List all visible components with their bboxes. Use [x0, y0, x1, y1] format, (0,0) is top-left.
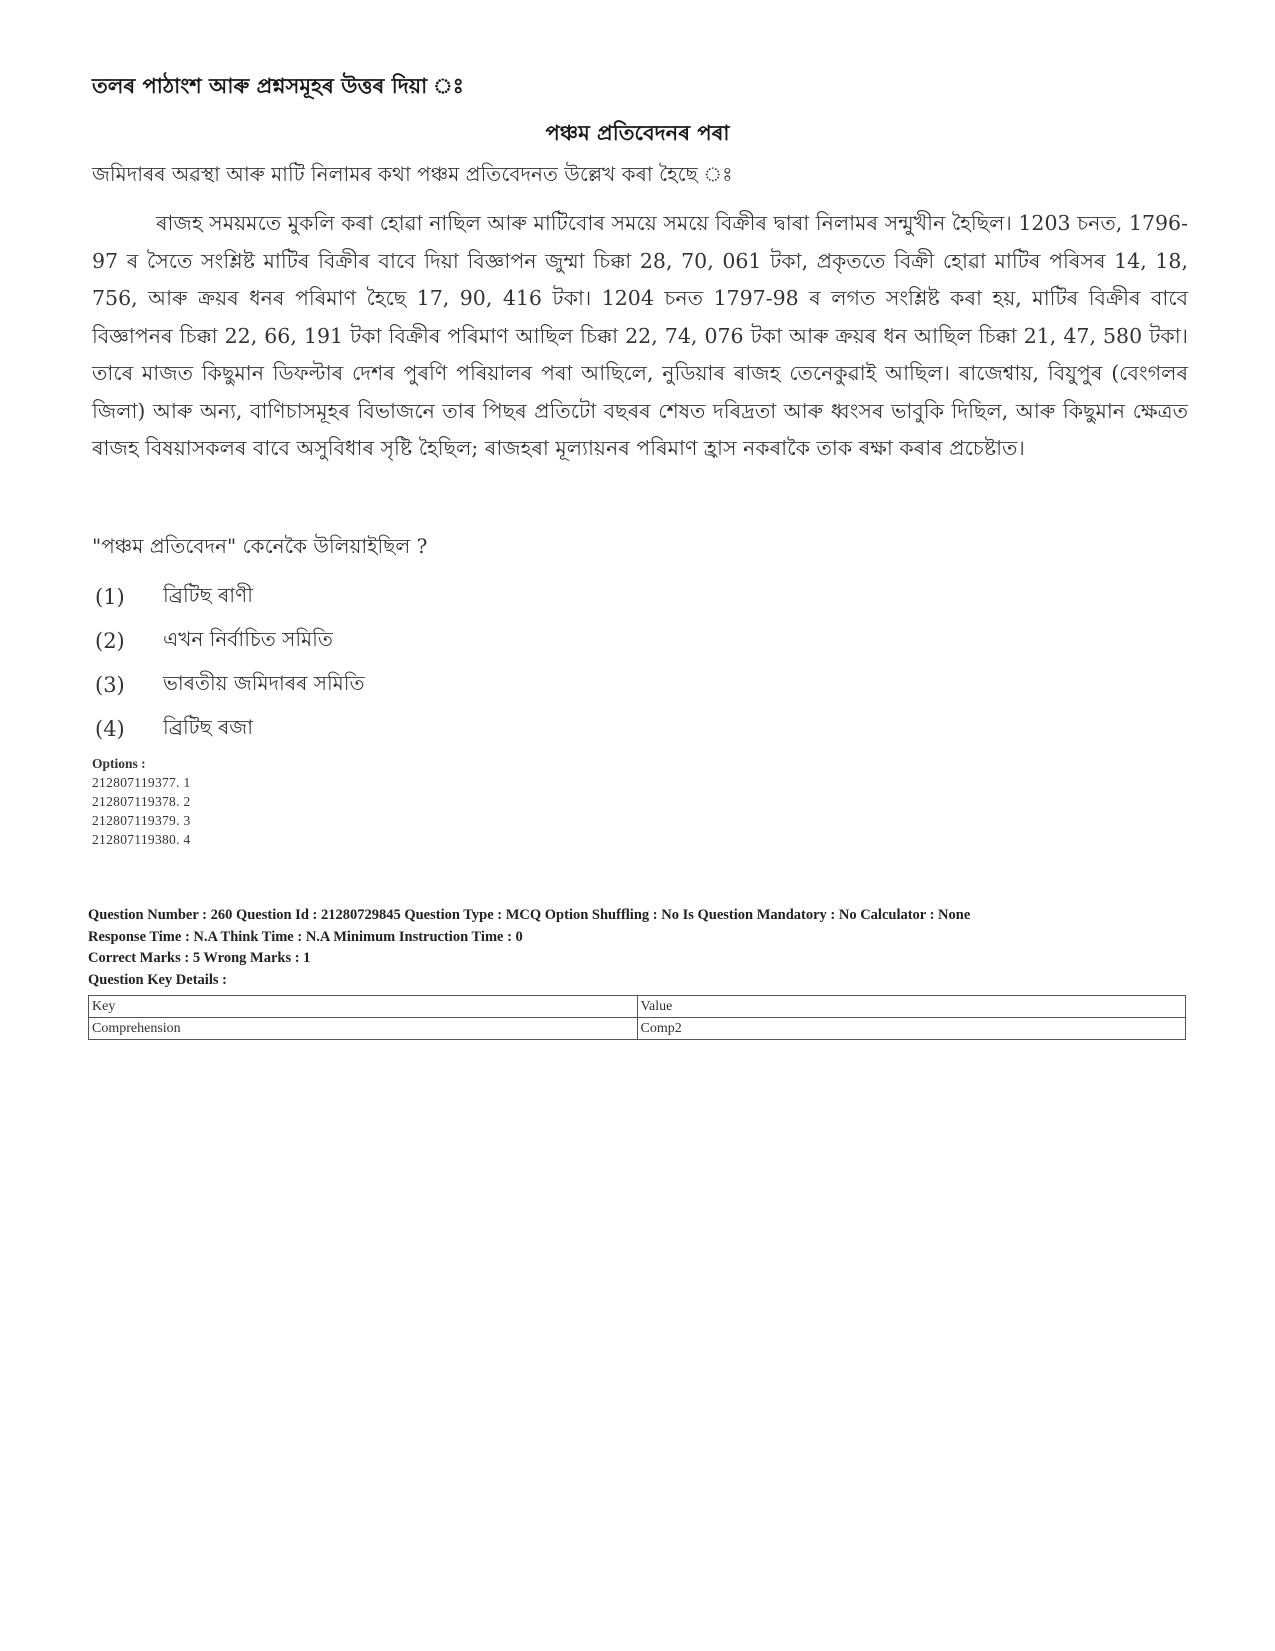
table-cell-value: Comp2 — [637, 1018, 1186, 1040]
choice-number: (2) — [95, 629, 125, 653]
options-list — [92, 754, 191, 849]
table-header-value: Value — [637, 996, 1186, 1018]
question-metadata — [88, 905, 970, 991]
answer-choice-3[interactable] — [95, 663, 365, 707]
metadata-line-timing: Response Time : N.A Think Time : N.A Minimum Instruction Time : 0 — [88, 928, 523, 945]
question-key-table — [88, 995, 1186, 1040]
table-row — [89, 1018, 1186, 1040]
option-id: 212807119379. 3 — [92, 813, 191, 828]
choice-label: ব্ৰিটিছ ৰাণী — [163, 582, 253, 607]
metadata-line-question: Question Number : 260 Question Id : 21280729845 Question Type : MCQ Option Shuffling : No Is Question Mandatory : No Calculator : None — [88, 907, 971, 923]
passage-intro: জমিদাৰৰ অৱস্থা আৰু মাটি নিলামৰ কথা পঞ্চম প্ৰতিবেদনত উল্লেখ কৰা হৈছে ঃ — [92, 162, 733, 186]
table-header-key: Key — [89, 996, 638, 1018]
choice-number: (3) — [95, 673, 125, 697]
metadata-line-marks: Correct Marks : 5 Wrong Marks : 1 — [88, 950, 311, 966]
answer-choice-2[interactable] — [95, 619, 365, 663]
table-cell-key: Comprehension — [89, 1018, 638, 1040]
option-id: 212807119378. 2 — [92, 794, 191, 809]
answer-choices — [95, 575, 365, 751]
choice-number: (1) — [95, 585, 125, 609]
table-header-row — [89, 996, 1186, 1018]
choice-label: ব্ৰিটিছ ৰজা — [163, 714, 253, 739]
choice-number: (4) — [95, 717, 125, 741]
answer-choice-1[interactable] — [95, 575, 365, 619]
passage-paragraph: ৰাজহ সময়মতে মুকলি কৰা হোৱা নাছিল আৰু মাটিবোৰ সময়ে সময়ে বিক্ৰীৰ দ্বাৰা নিলামৰ সন্মুখীন হৈছিল। 1203 চনত, 1796-97 ৰ সৈতে সংশ্লিষ্ট মাটিৰ বিক্ৰীৰ বাবে দিয়া বিজ্ঞাপন জুম্মা চিক্কা 28, 70, 061 টকা, প্ৰকৃততে বিক্ৰী হোৱা মাটিৰ পৰিসৰ 14, 18, 756, আৰু ক্ৰয়ৰ ধনৰ পৰিমাণ হৈছে 17, 90, 416 টকা। 1204 চনত 1797-98 ৰ লগত সংশ্লিষ্ট কৰা হয়, মাটিৰ বিক্ৰীৰ বাবে বিজ্ঞাপনৰ চিক্কা 22, 66, 191 টকা বিক্ৰীৰ পৰিমাণ আছিল চিক্কা 22, 74, 076 টকা আৰু ক্ৰয়ৰ ধন আছিল চিক্কা 21, 47, 580 টকা। তাৰে মাজত কিছুমান ডিফল্টাৰ দেশৰ পুৰণি পৰিয়ালৰ পৰা আছিলে, নুডিয়াৰ ৰাজহ তেনেকুৱাই আছিল। ৰাজেশ্বায়, বিযুপুৰ (বেংগলৰ জিলা) আৰু অন্য, বাণিচাসমূহৰ বিভাজনে তাৰ পিছৰ প্ৰতিটো বছৰৰ শেষত দৰিদ্ৰতা আৰু ধ্বংসৰ ভাবুকি দিছিল, আৰু কিছুমান ক্ষেত্ৰত ৰাজহ বিষয়াসকলৰ বাবে অসুবিধাৰ সৃষ্টি হৈছিল; ৰাজহৰা মূল্যায়নৰ পৰিমাণ হ্ৰাস নকৰাকৈ তাক ৰক্ষা কৰাৰ প্ৰচেষ্টাত। — [92, 211, 1188, 460]
choice-label: ভাৰতীয় জমিদাৰৰ সমিতি — [163, 670, 365, 695]
metadata-line-key-details: Question Key Details : — [88, 971, 227, 988]
option-id: 212807119377. 1 — [92, 775, 191, 790]
instruction-heading: তলৰ পাঠাংশ আৰু প্ৰশ্নসমূহৰ উত্তৰ দিয়া ঃ — [92, 73, 464, 98]
passage-title: পঞ্চম প্ৰতিবেদনৰ পৰা — [545, 120, 730, 145]
answer-choice-4[interactable] — [95, 707, 365, 751]
choice-label: এখন নিৰ্বাচিত সমিতি — [163, 626, 333, 651]
question-text: "পঞ্চম প্ৰতিবেদন" কেনেকৈ উলিয়াইছিল ? — [92, 534, 428, 558]
options-label: Options : — [92, 756, 146, 771]
option-id: 212807119380. 4 — [92, 832, 191, 847]
